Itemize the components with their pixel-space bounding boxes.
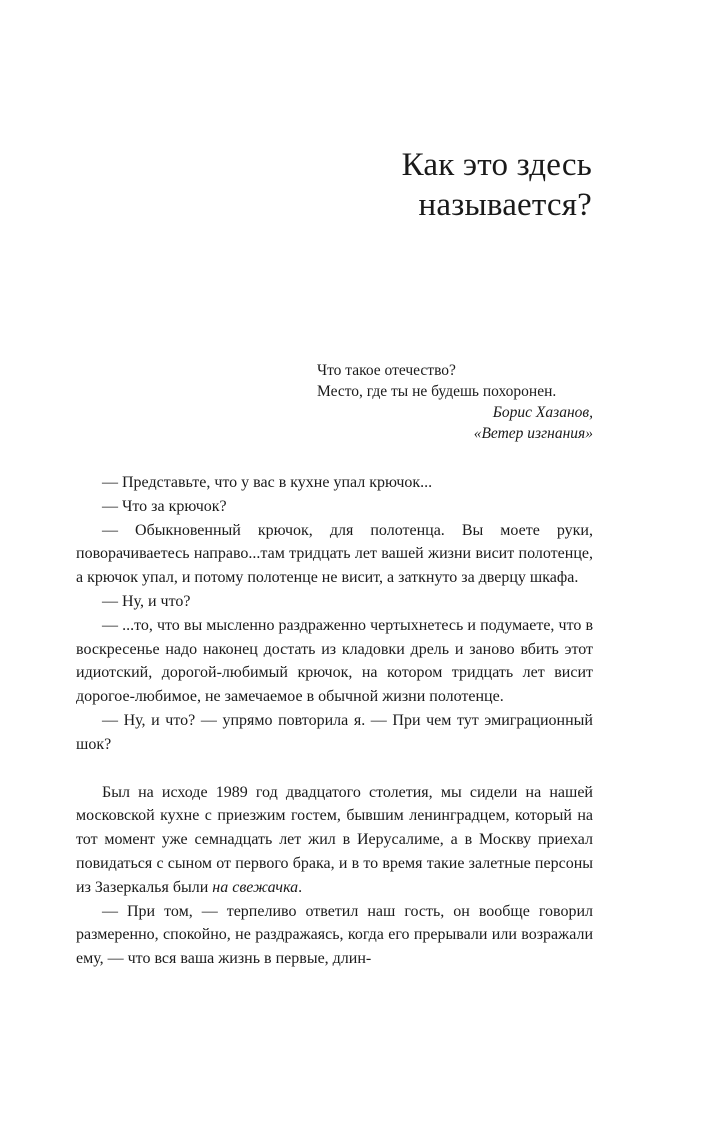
epigraph: [317, 360, 593, 444]
paragraph-text-end: .: [298, 878, 303, 896]
paragraph: — Обыкновенный крючок, для полотенца. Вы моете руки, поворачиваетесь направо...там тридцать лет вашей жизни висит полотенце, а крючок упал, и потому полотенце не висит, а заткнуто за дверцу шкафа.: [76, 521, 593, 587]
chapter-title: [402, 145, 592, 225]
epigraph-line-1: Что такое отечество?: [317, 362, 456, 379]
chapter-title-line-1: Как это здесь: [401, 147, 592, 183]
paragraph: — ...то, что вы мысленно раздраженно чертыхнетесь и подумаете, что в воскресенье надо наконец достать из кладовки дрель и заново вбить этот идиотский, дорогой-любимый крючок, на котором тридцать лет висит дорогое-любимое, не замечаемое в обычной жизни полотенце.: [76, 616, 593, 706]
body-text: [76, 471, 593, 971]
epigraph-author: Борис Хазанов,: [492, 404, 593, 421]
paragraph-text: Был на исходе 1989 год двадцатого столетия, мы сидели на нашей московской кухне с приезжим гостем, бывшим ленинградцем, который на тот момент уже семнадцать лет жил в Иерусалиме, а в Москву приехал повидаться с сыном от первого брака, и в то время такие залетные персоны из Зазеркалья были: [76, 783, 593, 896]
section-gap: [76, 757, 593, 781]
paragraph: — Ну, и что?: [102, 592, 191, 610]
paragraph: — При том, — терпеливо ответил наш гость, он вообще говорил размеренно, спокойно, не раздражаясь, когда его прерывали или возражали ему, — что вся ваша жизнь в первые, длин-: [76, 902, 593, 968]
paragraph: — Представьте, что у вас в кухне упал крючок...: [102, 474, 433, 491]
paragraph: — Что за крючок?: [102, 497, 227, 515]
paragraph: — Ну, и что? — упрямо повторила я. — При чем тут эмиграционный шок?: [76, 711, 593, 753]
paragraph: [76, 781, 593, 900]
epigraph-source: «Ветер изгнания»: [473, 425, 593, 442]
epigraph-line-2: Место, где ты не будешь похоронен.: [317, 383, 557, 400]
chapter-title-line-2: называется?: [418, 187, 592, 223]
italic-phrase: на свежачка: [212, 878, 299, 896]
